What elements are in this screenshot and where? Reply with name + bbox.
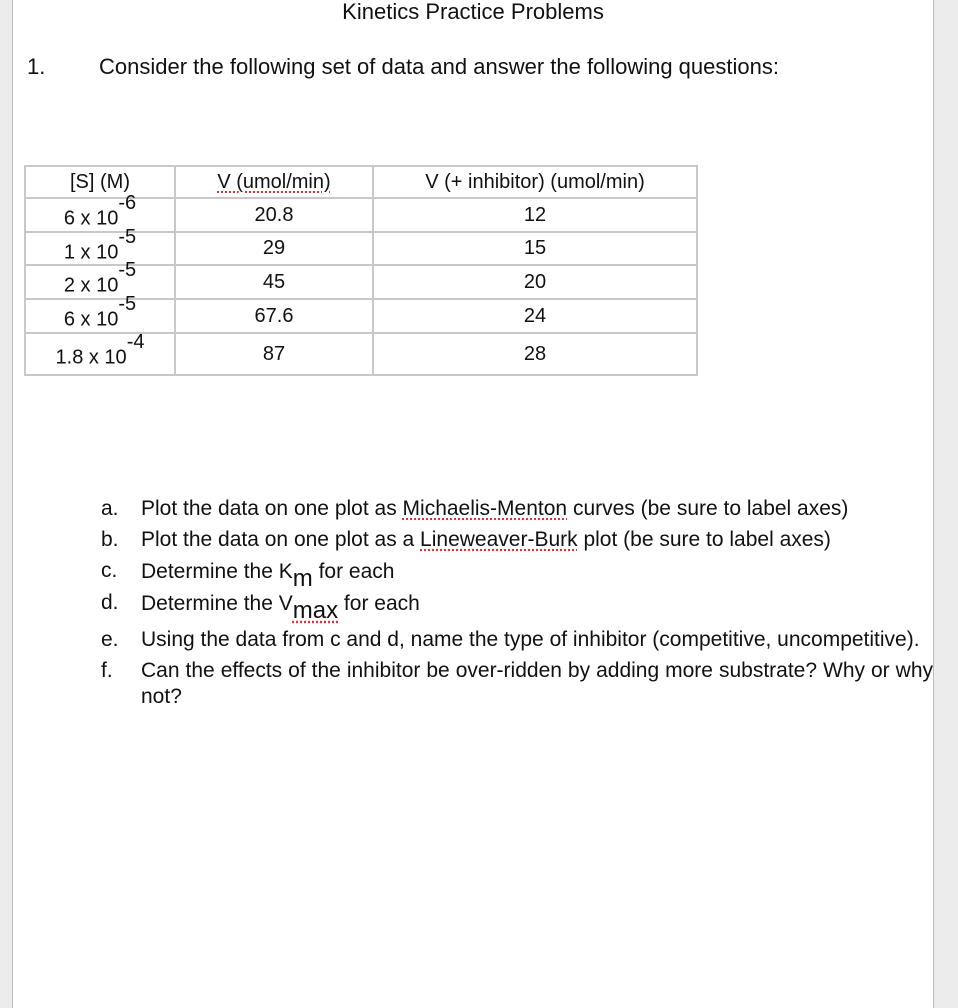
- velocity-cell: 45: [175, 265, 373, 299]
- substrate-cell: 1 x $10^{-5}$: [25, 232, 175, 266]
- page-title: Kinetics Practice Problems: [342, 0, 604, 24]
- table-row: [25, 299, 697, 333]
- question-part-b: b. Plot the data on one plot as a Lineweaver-Burk plot (be sure to label axes): [101, 528, 831, 551]
- header-substrate: [S] (M): [25, 166, 175, 198]
- header-velocity-inhibitor: V (+ inhibitor) (umol/min): [373, 166, 697, 198]
- velocity-cell: 20.8: [175, 198, 373, 232]
- header-velocity: V (umol/min): [175, 166, 373, 198]
- table-row: [25, 333, 697, 375]
- substrate-cell: 1.8 x $10^{-4}$: [25, 333, 175, 375]
- velocity-inhibitor-cell: 15: [373, 232, 697, 266]
- question-part-f: f. Can the effects of the inhibitor be over-ridden by adding more substrate? Why or why not?: [101, 659, 933, 708]
- document-page: [12, 0, 934, 1008]
- substrate-cell: 6 x $10^{-6}$: [25, 198, 175, 232]
- velocity-cell: 67.6: [175, 299, 373, 333]
- question-parts-list: [101, 496, 933, 715]
- question-number: 1.: [27, 54, 46, 79]
- substrate-cell: 6 x $10^{-5}$: [25, 299, 175, 333]
- question-part-c: c. Determine the Km for each: [101, 559, 395, 592]
- question-text: Consider the following set of data and answer the following questions:: [99, 54, 779, 79]
- substrate-cell: 2 x $10^{-5}$: [25, 265, 175, 299]
- question-part-d: d. Determine the Vmax for each: [101, 591, 420, 624]
- velocity-inhibitor-cell: 12: [373, 198, 697, 232]
- question-part-a: a. Plot the data on one plot as Michaelis-Menton curves (be sure to label axes): [101, 497, 849, 520]
- kinetics-data-table: [24, 165, 698, 376]
- question-part-e: e. Using the data from c and d, name the type of inhibitor (competitive, uncompetitive).: [101, 628, 920, 651]
- velocity-cell: 29: [175, 232, 373, 266]
- velocity-cell: 87: [175, 333, 373, 375]
- velocity-inhibitor-cell: 20: [373, 265, 697, 299]
- velocity-inhibitor-cell: 28: [373, 333, 697, 375]
- velocity-inhibitor-cell: 24: [373, 299, 697, 333]
